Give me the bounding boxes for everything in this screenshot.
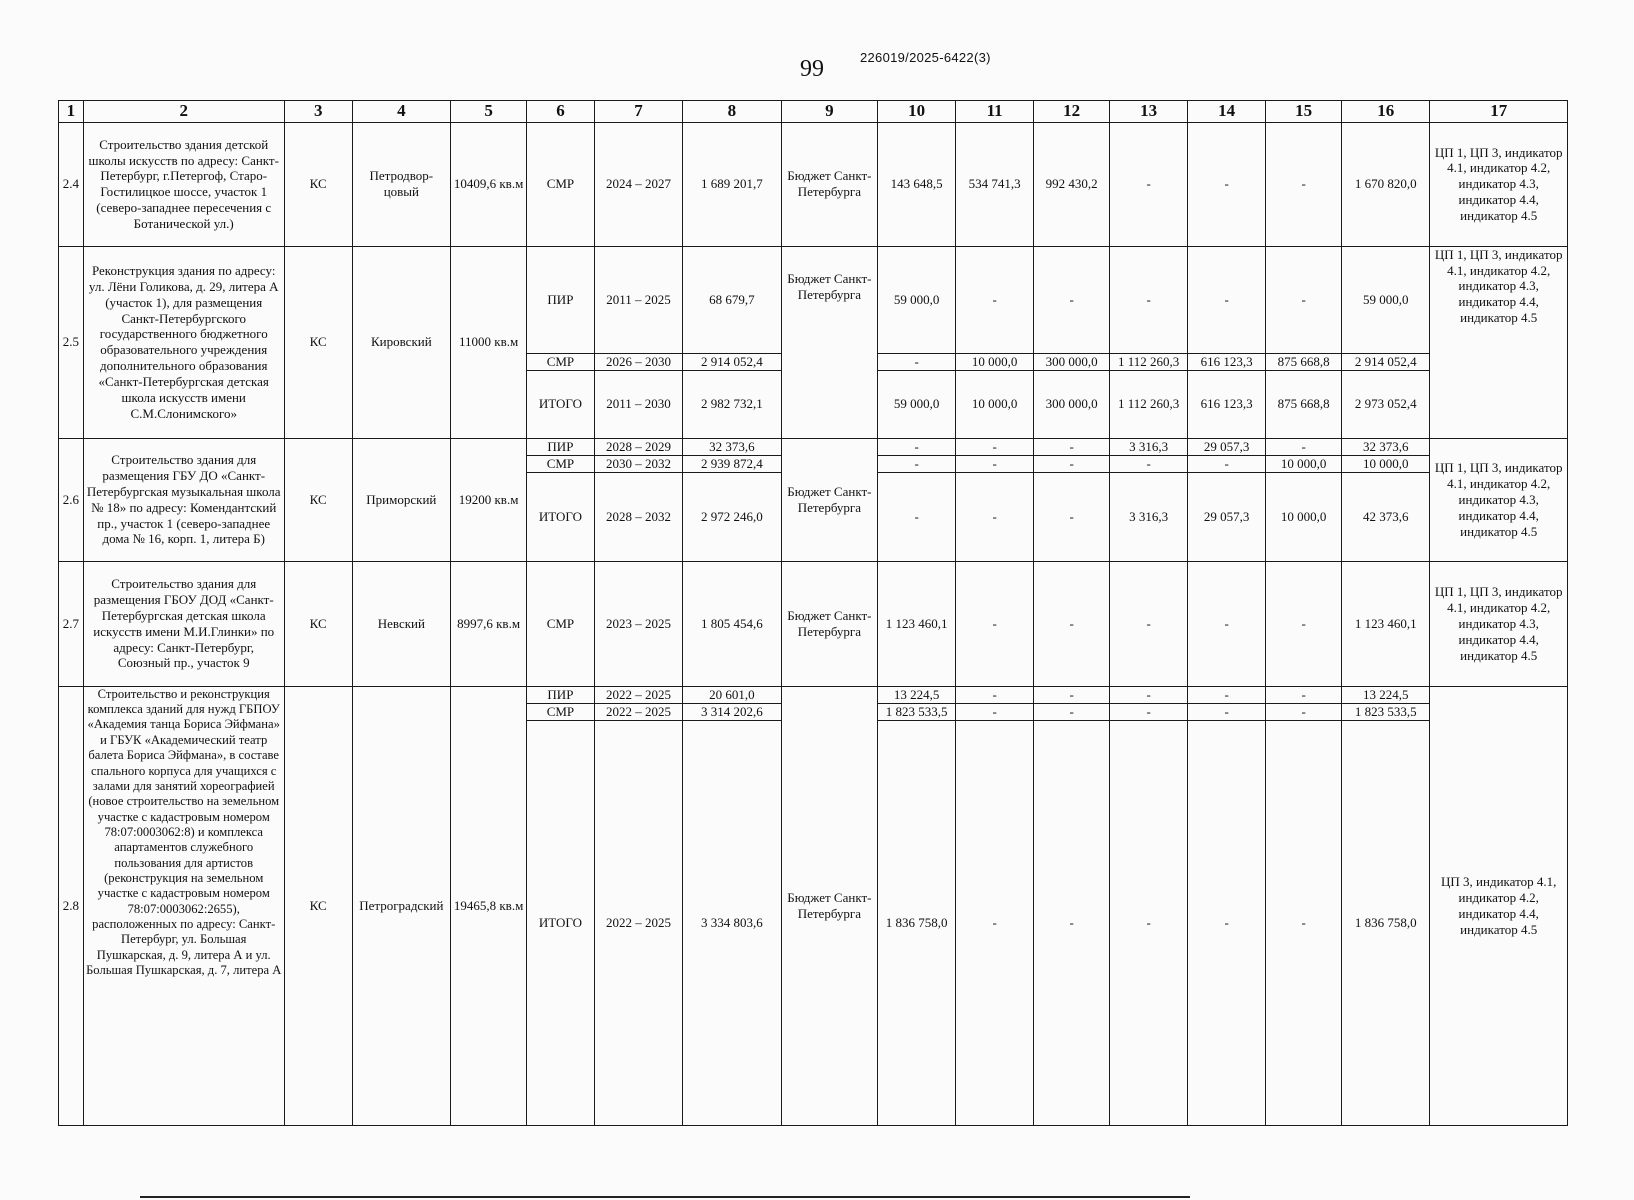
sub-kind: ПИР: [527, 438, 595, 455]
sub-total: 3 334 803,6: [683, 720, 782, 1125]
row-type: КС: [284, 686, 352, 1125]
footer-rule: [140, 1196, 1190, 1198]
value-cell: 29 057,3: [1188, 438, 1266, 455]
value-cell: 616 123,3: [1188, 370, 1266, 438]
row-area: 19465,8 кв.м: [451, 686, 527, 1125]
value-cell: 59 000,0: [1342, 246, 1430, 353]
header-cell: 7: [594, 101, 682, 123]
sub-kind: ИТОГО: [527, 370, 595, 438]
document-code: 226019/2025-6422(3): [860, 50, 991, 65]
row-indicators: ЦП 1, ЦП 3, индикатор 4.1, индикатор 4.2, индикатор 4.3, индикатор 4.4, индикатор 4.5: [1430, 561, 1568, 686]
value-cell: 616 123,3: [1188, 353, 1266, 370]
table-row: [59, 438, 1568, 455]
header-cell: 15: [1266, 101, 1342, 123]
row-indicators: ЦП 1, ЦП 3, индикатор 4.1, индикатор 4.2, индикатор 4.3, индикатор 4.4, индикатор 4.5: [1430, 122, 1568, 246]
value-cell: -: [1034, 438, 1110, 455]
header-cell: 11: [956, 101, 1034, 123]
value-cell: -: [956, 703, 1034, 720]
table-row: [59, 561, 1568, 686]
value-cell: 3 316,3: [1110, 472, 1188, 561]
value-cell: 13 224,5: [878, 686, 956, 703]
sub-total: 68 679,7: [683, 246, 782, 353]
value-cell: 534 741,3: [956, 122, 1034, 246]
sub-period: 2022 – 2025: [594, 720, 682, 1125]
value-cell: -: [956, 686, 1034, 703]
row-title: Строительство здания для размещения ГБУ ДО «Санкт-Петербургская музыкальная школа № 18» по адресу: Комендантский пр., участок 1 (северо-западнее дома № 16, корп. 1, литера Б): [83, 438, 284, 561]
value-cell: -: [956, 720, 1034, 1125]
value-cell: -: [1188, 561, 1266, 686]
value-cell: -: [878, 438, 956, 455]
row-id: 2.6: [59, 438, 84, 561]
value-cell: 875 668,8: [1266, 370, 1342, 438]
value-cell: -: [1034, 686, 1110, 703]
sub-total: 32 373,6: [683, 438, 782, 455]
row-source: Бюджет Санкт-Петербурга: [781, 122, 877, 246]
sub-period: 2023 – 2025: [594, 561, 682, 686]
sub-total: 2 914 052,4: [683, 353, 782, 370]
row-area: 19200 кв.м: [451, 438, 527, 561]
row-area: 11000 кв.м: [451, 246, 527, 438]
header-cell: 17: [1430, 101, 1568, 123]
sub-period: 2030 – 2032: [594, 455, 682, 472]
row-district: Невский: [352, 561, 451, 686]
value-cell: 2 914 052,4: [1342, 353, 1430, 370]
row-type: КС: [284, 122, 352, 246]
value-cell: -: [956, 438, 1034, 455]
value-cell: -: [1110, 703, 1188, 720]
sub-total: 2 939 872,4: [683, 455, 782, 472]
sub-period: 2011 – 2030: [594, 370, 682, 438]
sub-total: 1 689 201,7: [683, 122, 782, 246]
value-cell: 2 973 052,4: [1342, 370, 1430, 438]
header-cell: 13: [1110, 101, 1188, 123]
row-source: Бюджет Санкт-Петербурга: [781, 246, 877, 438]
value-cell: 1 836 758,0: [878, 720, 956, 1125]
header-row: [59, 101, 1568, 123]
row-id: 2.4: [59, 122, 84, 246]
value-cell: 10 000,0: [956, 370, 1034, 438]
value-cell: 59 000,0: [878, 246, 956, 353]
value-cell: -: [1266, 122, 1342, 246]
value-cell: -: [1266, 246, 1342, 353]
row-type: КС: [284, 438, 352, 561]
header-cell: 10: [878, 101, 956, 123]
row-indicators: ЦП 1, ЦП 3, индикатор 4.1, индикатор 4.2, индикатор 4.3, индикатор 4.4, индикатор 4.5: [1430, 438, 1568, 561]
sub-kind: СМР: [527, 122, 595, 246]
sub-kind: ПИР: [527, 246, 595, 353]
header-cell: 3: [284, 101, 352, 123]
value-cell: 875 668,8: [1266, 353, 1342, 370]
header-cell: 9: [781, 101, 877, 123]
row-id: 2.8: [59, 686, 84, 1125]
value-cell: -: [1034, 561, 1110, 686]
value-cell: -: [1034, 703, 1110, 720]
value-cell: 10 000,0: [1342, 455, 1430, 472]
sub-kind: СМР: [527, 561, 595, 686]
row-district: Кировский: [352, 246, 451, 438]
sub-total: 3 314 202,6: [683, 703, 782, 720]
value-cell: 29 057,3: [1188, 472, 1266, 561]
value-cell: -: [1266, 720, 1342, 1125]
header-cell: 14: [1188, 101, 1266, 123]
value-cell: -: [1034, 720, 1110, 1125]
row-title: Строительство здания для размещения ГБОУ ДОД «Санкт-Петербургская детская школа искусств имени М.И.Глинки» по адресу: Санкт-Петербург, Союзный пр., участок 9: [83, 561, 284, 686]
sub-kind: СМР: [527, 353, 595, 370]
sub-period: 2028 – 2029: [594, 438, 682, 455]
header-cell: 1: [59, 101, 84, 123]
header-cell: 16: [1342, 101, 1430, 123]
value-cell: 32 373,6: [1342, 438, 1430, 455]
value-cell: -: [1110, 561, 1188, 686]
row-title: Реконструкция здания по адресу: ул. Лёни Голикова, д. 29, литера А (участок 1), для размещения Санкт-Петербургского государственного бюджетного образовательного учреждения дополнительного образования «Санкт-Петербургская детская школа искусств имени С.М.Слонимского»: [83, 246, 284, 438]
sub-period: 2022 – 2025: [594, 686, 682, 703]
row-indicators: ЦП 3, индикатор 4.1, индикатор 4.2, индикатор 4.4, индикатор 4.5: [1430, 686, 1568, 1125]
value-cell: -: [878, 472, 956, 561]
page-number: 99: [800, 56, 824, 82]
value-cell: -: [1110, 686, 1188, 703]
table-row: [59, 246, 1568, 353]
value-cell: 1 836 758,0: [1342, 720, 1430, 1125]
value-cell: 42 373,6: [1342, 472, 1430, 561]
value-cell: -: [1266, 438, 1342, 455]
sub-total: 20 601,0: [683, 686, 782, 703]
value-cell: 1 112 260,3: [1110, 353, 1188, 370]
sub-period: 2011 – 2025: [594, 246, 682, 353]
value-cell: -: [1110, 720, 1188, 1125]
value-cell: -: [1266, 561, 1342, 686]
value-cell: -: [1188, 455, 1266, 472]
value-cell: 992 430,2: [1034, 122, 1110, 246]
value-cell: 10 000,0: [1266, 455, 1342, 472]
value-cell: 300 000,0: [1034, 353, 1110, 370]
value-cell: -: [956, 246, 1034, 353]
row-source: Бюджет Санкт-Петербурга: [781, 561, 877, 686]
table-row: [59, 122, 1568, 246]
value-cell: -: [1110, 455, 1188, 472]
sub-kind: СМР: [527, 455, 595, 472]
sub-period: 2028 – 2032: [594, 472, 682, 561]
row-area: 8997,6 кв.м: [451, 561, 527, 686]
value-cell: -: [1034, 246, 1110, 353]
sub-total: 2 982 732,1: [683, 370, 782, 438]
value-cell: -: [1188, 703, 1266, 720]
value-cell: 1 670 820,0: [1342, 122, 1430, 246]
value-cell: 143 648,5: [878, 122, 956, 246]
header-cell: 6: [527, 101, 595, 123]
row-type: КС: [284, 561, 352, 686]
value-cell: 1 123 460,1: [1342, 561, 1430, 686]
value-cell: 13 224,5: [1342, 686, 1430, 703]
row-district: Петроградский: [352, 686, 451, 1125]
value-cell: -: [1188, 686, 1266, 703]
value-cell: 3 316,3: [1110, 438, 1188, 455]
value-cell: -: [956, 455, 1034, 472]
value-cell: 1 823 533,5: [1342, 703, 1430, 720]
row-district: Приморский: [352, 438, 451, 561]
value-cell: -: [956, 561, 1034, 686]
header-cell: 2: [83, 101, 284, 123]
sub-kind: ИТОГО: [527, 720, 595, 1125]
value-cell: -: [878, 353, 956, 370]
value-cell: 10 000,0: [1266, 472, 1342, 561]
value-cell: -: [1188, 122, 1266, 246]
sub-kind: СМР: [527, 703, 595, 720]
value-cell: -: [1188, 246, 1266, 353]
sub-kind: ИТОГО: [527, 472, 595, 561]
row-type: КС: [284, 246, 352, 438]
value-cell: -: [1110, 122, 1188, 246]
row-title: Строительство здания детской школы искусств по адресу: Санкт-Петербург, г.Петергоф, Старо-Гостилицкое шоссе, участок 1 (северо-западнее пересечения с Ботанической ул.): [83, 122, 284, 246]
table-row: [59, 686, 1568, 703]
value-cell: 1 823 533,5: [878, 703, 956, 720]
header-cell: 5: [451, 101, 527, 123]
sub-kind: ПИР: [527, 686, 595, 703]
value-cell: -: [1110, 246, 1188, 353]
header-cell: 8: [683, 101, 782, 123]
value-cell: 300 000,0: [1034, 370, 1110, 438]
sub-total: 1 805 454,6: [683, 561, 782, 686]
sub-period: 2024 – 2027: [594, 122, 682, 246]
row-title: Строительство и реконструкция комплекса зданий для нужд ГБПОУ «Академия танца Бориса Эйфмана» и ГБУК «Академический театр балета Бориса Эйфмана», в составе спального корпуса для учащихся с залами для занятий хореографией (новое строительство на земельном участке с кадастровым номером 78:07:0003062:8) и комплекса апартаментов служебного пользования для артистов (реконструкция на земельном участке с кадастровым номером 78:07:0003062:2655), расположенных по адресу: Санкт-Петербург, ул. Большая Пушкарская, д. 9, литера А и ул. Большая Пушкарская, д. 7, литера А: [83, 686, 284, 1125]
row-source: Бюджет Санкт-Петербурга: [781, 686, 877, 1125]
value-cell: 1 123 460,1: [878, 561, 956, 686]
header-cell: 4: [352, 101, 451, 123]
row-id: 2.5: [59, 246, 84, 438]
value-cell: -: [878, 455, 956, 472]
value-cell: 1 112 260,3: [1110, 370, 1188, 438]
value-cell: -: [1266, 686, 1342, 703]
row-district: Петродвор-цовый: [352, 122, 451, 246]
value-cell: 10 000,0: [956, 353, 1034, 370]
value-cell: -: [956, 472, 1034, 561]
value-cell: -: [1034, 472, 1110, 561]
sub-total: 2 972 246,0: [683, 472, 782, 561]
row-area: 10409,6 кв.м: [451, 122, 527, 246]
value-cell: -: [1034, 455, 1110, 472]
header-cell: 12: [1034, 101, 1110, 123]
sub-period: 2026 – 2030: [594, 353, 682, 370]
row-id: 2.7: [59, 561, 84, 686]
row-indicators: ЦП 1, ЦП 3, индикатор 4.1, индикатор 4.2, индикатор 4.3, индикатор 4.4, индикатор 4.5: [1430, 246, 1568, 438]
sub-period: 2022 – 2025: [594, 703, 682, 720]
value-cell: -: [1188, 720, 1266, 1125]
program-table: [58, 100, 1568, 1126]
row-source: Бюджет Санкт-Петербурга: [781, 438, 877, 561]
value-cell: -: [1266, 703, 1342, 720]
value-cell: 59 000,0: [878, 370, 956, 438]
